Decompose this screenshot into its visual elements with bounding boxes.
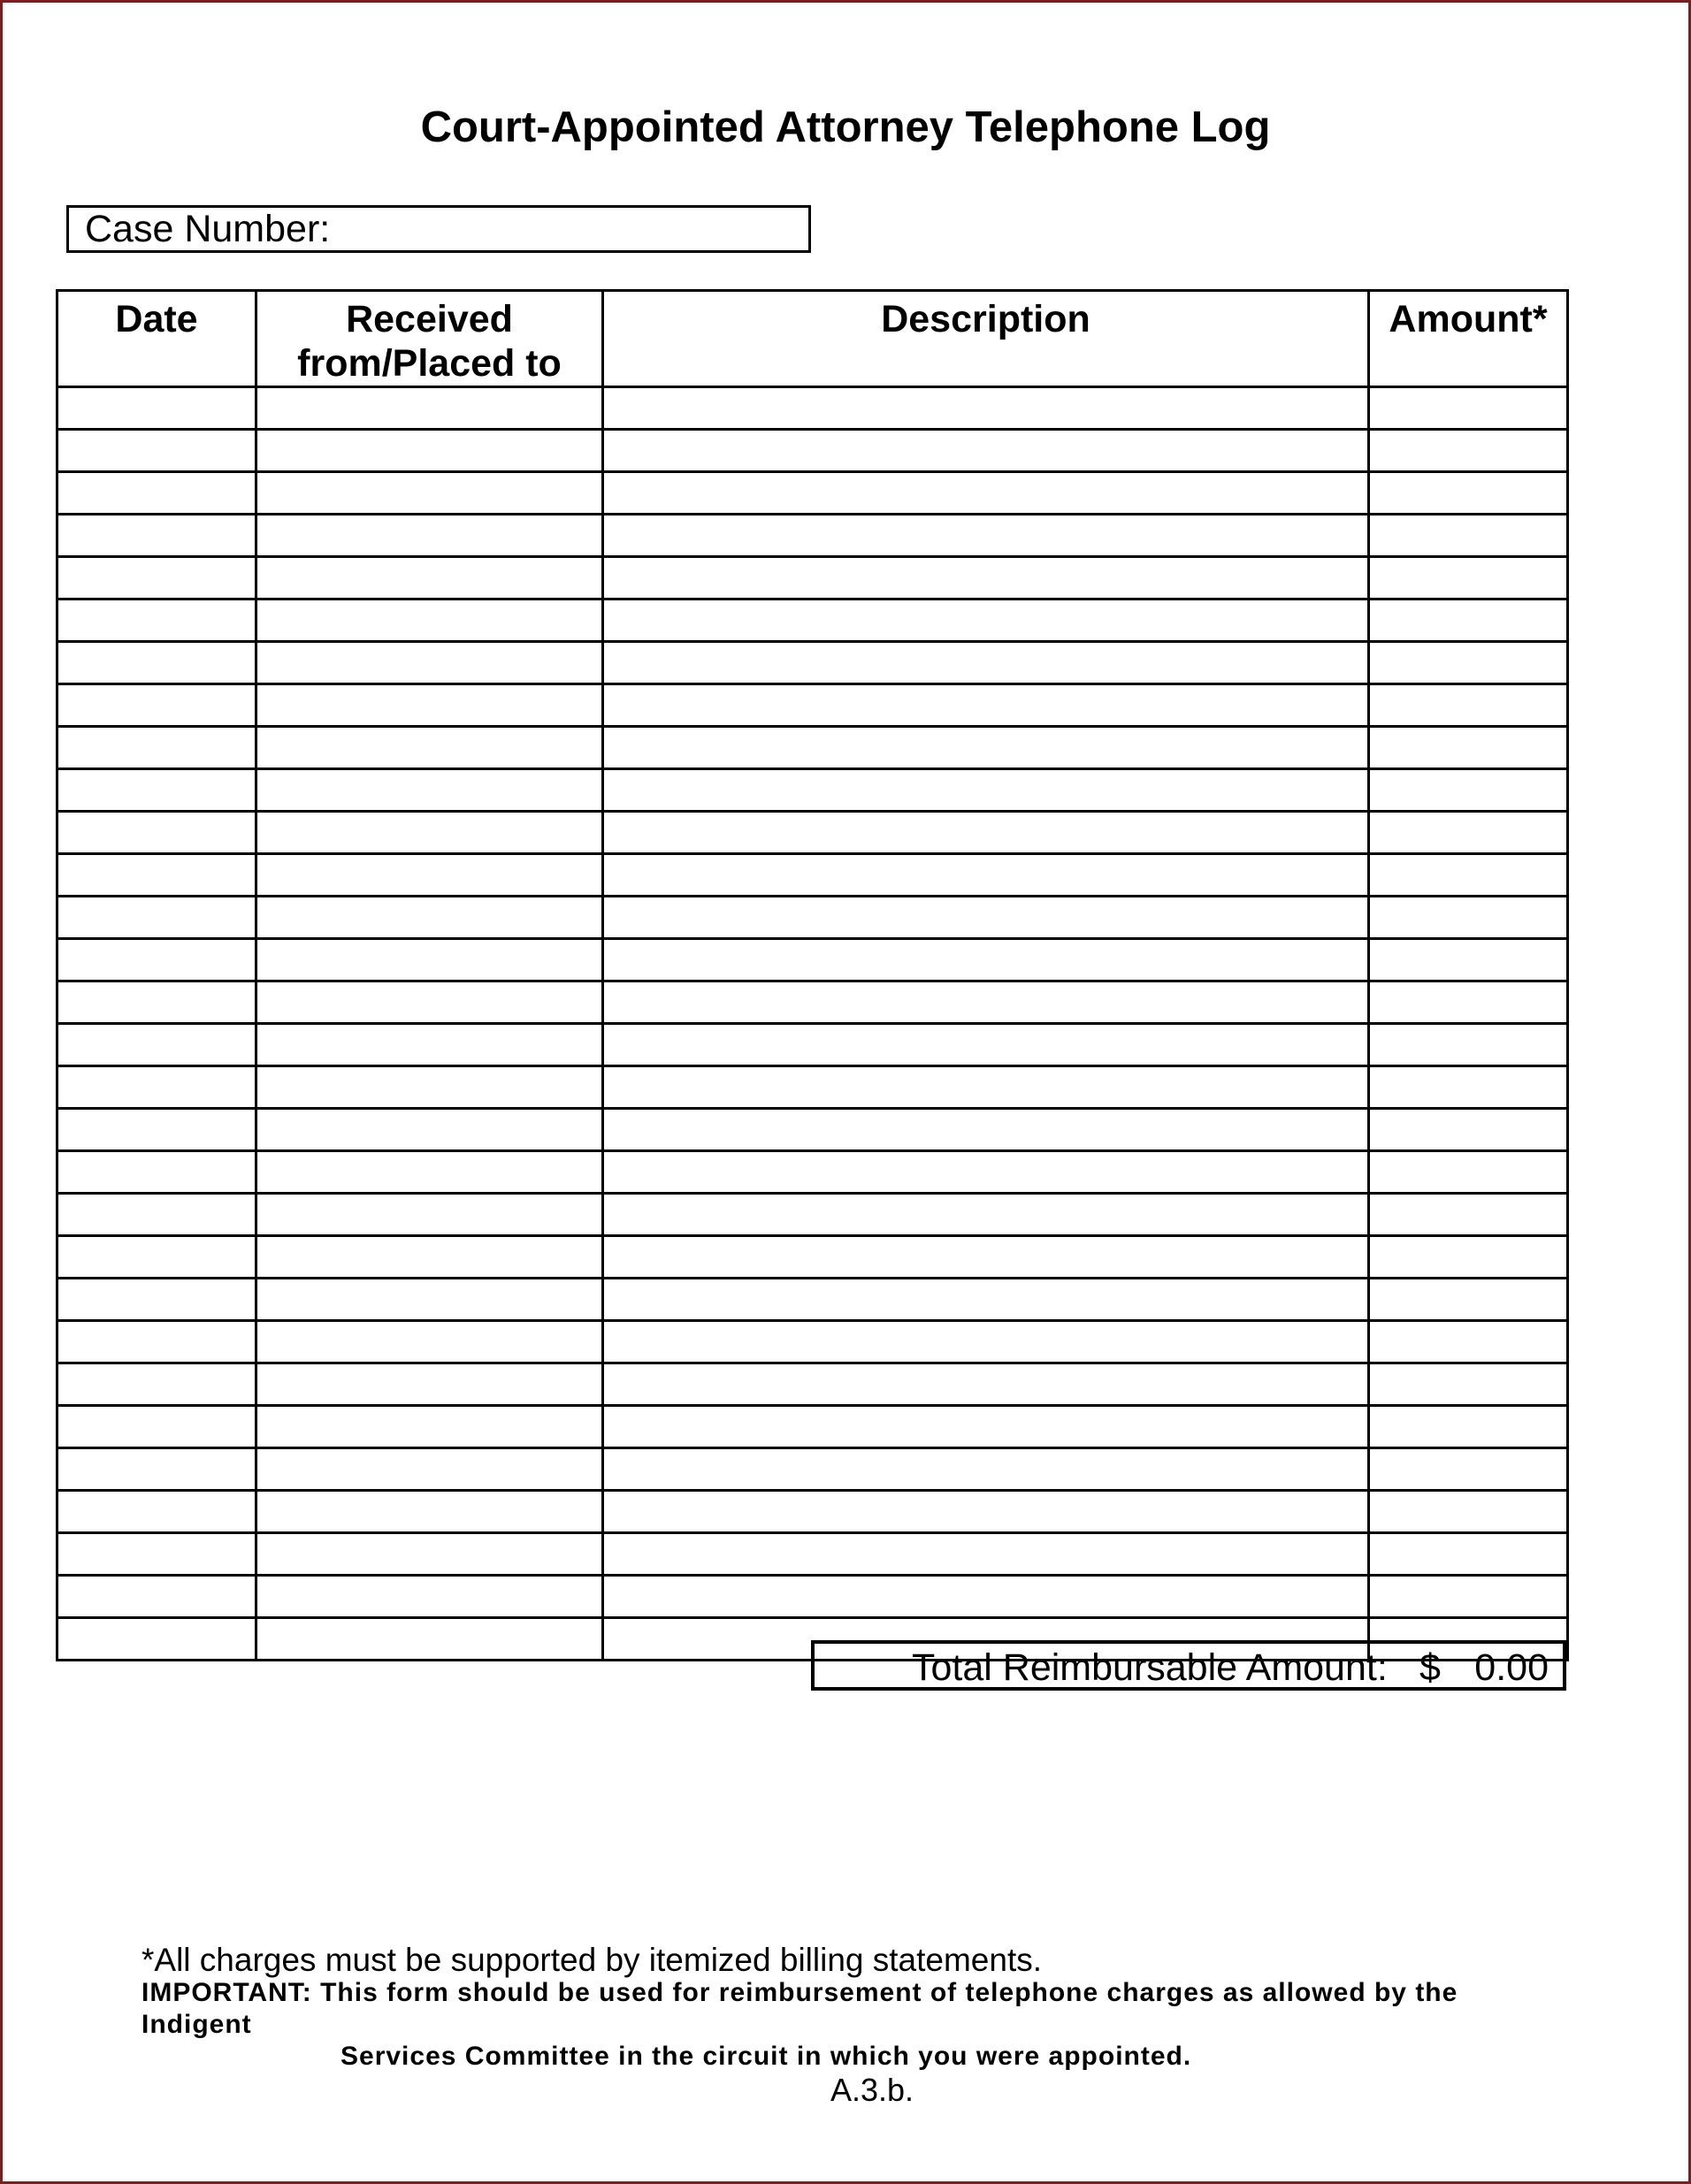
cell-description[interactable] xyxy=(603,472,1369,515)
cell-date[interactable] xyxy=(57,1279,256,1321)
cell-date[interactable] xyxy=(57,1109,256,1151)
column-header-received-line2: from/Placed to xyxy=(297,342,562,385)
cell-amount[interactable] xyxy=(1369,1491,1568,1533)
column-header-date: Date xyxy=(57,291,256,387)
cell-received-placed[interactable] xyxy=(256,769,603,812)
table-row xyxy=(57,1576,1568,1618)
table-row xyxy=(57,1066,1568,1109)
cell-amount[interactable] xyxy=(1369,684,1568,727)
cell-received-placed[interactable] xyxy=(256,812,603,854)
cell-amount[interactable] xyxy=(1369,897,1568,939)
cell-date[interactable] xyxy=(57,642,256,684)
case-number-field[interactable] xyxy=(66,205,811,253)
cell-received-placed[interactable] xyxy=(256,1194,603,1236)
cell-received-placed[interactable] xyxy=(256,981,603,1024)
cell-received-placed[interactable] xyxy=(256,430,603,472)
cell-date[interactable] xyxy=(57,1066,256,1109)
table-row xyxy=(57,1533,1568,1576)
cell-date[interactable] xyxy=(57,1024,256,1066)
cell-description[interactable] xyxy=(603,1533,1369,1576)
cell-description[interactable] xyxy=(603,1151,1369,1194)
cell-received-placed[interactable] xyxy=(256,1533,603,1576)
cell-received-placed[interactable] xyxy=(256,1024,603,1066)
cell-description[interactable] xyxy=(603,812,1369,854)
cell-description[interactable] xyxy=(603,387,1369,430)
cell-received-placed[interactable] xyxy=(256,897,603,939)
cell-received-placed[interactable] xyxy=(256,1576,603,1618)
cell-received-placed[interactable] xyxy=(256,939,603,981)
column-header-received-placed xyxy=(256,291,603,387)
table-row xyxy=(57,599,1568,642)
cell-description[interactable] xyxy=(603,515,1369,557)
cell-date[interactable] xyxy=(57,1151,256,1194)
cell-amount[interactable] xyxy=(1369,642,1568,684)
cell-amount[interactable] xyxy=(1369,1321,1568,1363)
cell-received-placed[interactable] xyxy=(256,1363,603,1406)
cell-amount[interactable] xyxy=(1369,1406,1568,1448)
cell-date[interactable] xyxy=(57,430,256,472)
cell-received-placed[interactable] xyxy=(256,1151,603,1194)
table-row xyxy=(57,854,1568,897)
table-row xyxy=(57,812,1568,854)
cell-amount[interactable] xyxy=(1369,1236,1568,1279)
cell-date[interactable] xyxy=(57,1406,256,1448)
cell-amount[interactable] xyxy=(1369,387,1568,430)
cell-description[interactable] xyxy=(603,642,1369,684)
cell-amount[interactable] xyxy=(1369,472,1568,515)
cell-amount[interactable] xyxy=(1369,727,1568,769)
cell-description[interactable] xyxy=(603,684,1369,727)
cell-date[interactable] xyxy=(57,1618,256,1661)
cell-description[interactable] xyxy=(603,1066,1369,1109)
column-header-received-line1: Received xyxy=(346,298,513,340)
cell-received-placed[interactable] xyxy=(256,684,603,727)
cell-date[interactable] xyxy=(57,812,256,854)
cell-amount[interactable] xyxy=(1369,1279,1568,1321)
cell-description[interactable] xyxy=(603,1491,1369,1533)
cell-received-placed[interactable] xyxy=(256,854,603,897)
cell-description[interactable] xyxy=(603,557,1369,599)
table-row xyxy=(57,1236,1568,1279)
cell-amount[interactable] xyxy=(1369,557,1568,599)
total-label: Total Reimbursable Amount: xyxy=(912,1646,1388,1689)
cell-amount[interactable] xyxy=(1369,981,1568,1024)
table-row xyxy=(57,557,1568,599)
cell-received-placed[interactable] xyxy=(256,1406,603,1448)
cell-description[interactable] xyxy=(603,1576,1369,1618)
total-reimbursable-box xyxy=(811,1640,1566,1691)
cell-amount[interactable] xyxy=(1369,1024,1568,1066)
table-row xyxy=(57,769,1568,812)
cell-amount[interactable] xyxy=(1369,1066,1568,1109)
footnote: *All charges must be supported by itemized billing statements. xyxy=(142,1942,1043,1978)
table-row xyxy=(57,1151,1568,1194)
cell-date[interactable] xyxy=(57,387,256,430)
table-row xyxy=(57,1279,1568,1321)
cell-received-placed[interactable] xyxy=(256,387,603,430)
cell-date[interactable] xyxy=(57,515,256,557)
total-currency-symbol: $ xyxy=(1419,1646,1441,1689)
cell-amount[interactable] xyxy=(1369,1448,1568,1491)
cell-amount[interactable] xyxy=(1369,812,1568,854)
cell-amount[interactable] xyxy=(1369,1194,1568,1236)
form-code: A.3.b. xyxy=(830,2072,914,2108)
telephone-log-table xyxy=(56,289,1569,1661)
table-row xyxy=(57,430,1568,472)
cell-description[interactable] xyxy=(603,727,1369,769)
column-header-amount: Amount* xyxy=(1369,291,1568,387)
important-line-1: IMPORTANT: This form should be used for reimbursement of telephone charges as allowed by the Indigent xyxy=(142,1978,1458,2039)
cell-amount[interactable] xyxy=(1369,854,1568,897)
cell-received-placed[interactable] xyxy=(256,1109,603,1151)
cell-received-placed[interactable] xyxy=(256,599,603,642)
total-amount-value: 0.00 xyxy=(1474,1646,1549,1689)
cell-date[interactable] xyxy=(57,1236,256,1279)
cell-amount[interactable] xyxy=(1369,1109,1568,1151)
cell-amount[interactable] xyxy=(1369,1151,1568,1194)
cell-date[interactable] xyxy=(57,1363,256,1406)
cell-amount[interactable] xyxy=(1369,1576,1568,1618)
cell-description[interactable] xyxy=(603,1024,1369,1066)
cell-received-placed[interactable] xyxy=(256,472,603,515)
cell-description[interactable] xyxy=(603,1321,1369,1363)
cell-date[interactable] xyxy=(57,599,256,642)
table-row xyxy=(57,727,1568,769)
cell-received-placed[interactable] xyxy=(256,515,603,557)
cell-amount[interactable] xyxy=(1369,1363,1568,1406)
table-row xyxy=(57,1491,1568,1533)
cell-received-placed[interactable] xyxy=(256,727,603,769)
table-row xyxy=(57,1406,1568,1448)
cell-description[interactable] xyxy=(603,1236,1369,1279)
cell-description[interactable] xyxy=(603,939,1369,981)
table-row xyxy=(57,387,1568,430)
cell-received-placed[interactable] xyxy=(256,1066,603,1109)
cell-description[interactable] xyxy=(603,1406,1369,1448)
table-row xyxy=(57,897,1568,939)
cell-date[interactable] xyxy=(57,1491,256,1533)
cell-amount[interactable] xyxy=(1369,769,1568,812)
table-row xyxy=(57,1109,1568,1151)
cell-date[interactable] xyxy=(57,1533,256,1576)
cell-date[interactable] xyxy=(57,472,256,515)
cell-description[interactable] xyxy=(603,1109,1369,1151)
cell-amount[interactable] xyxy=(1369,515,1568,557)
cell-amount[interactable] xyxy=(1369,1533,1568,1576)
cell-description[interactable] xyxy=(603,769,1369,812)
cell-received-placed[interactable] xyxy=(256,1491,603,1533)
cell-amount[interactable] xyxy=(1369,939,1568,981)
cell-received-placed[interactable] xyxy=(256,642,603,684)
cell-date[interactable] xyxy=(57,939,256,981)
cell-received-placed[interactable] xyxy=(256,1279,603,1321)
cell-description[interactable] xyxy=(603,599,1369,642)
cell-description[interactable] xyxy=(603,1194,1369,1236)
case-number-label: Case Number: xyxy=(85,208,331,250)
table-body xyxy=(57,387,1568,1661)
cell-description[interactable] xyxy=(603,1279,1369,1321)
cell-date[interactable] xyxy=(57,897,256,939)
cell-description[interactable] xyxy=(603,854,1369,897)
table-row xyxy=(57,981,1568,1024)
cell-description[interactable] xyxy=(603,430,1369,472)
cell-description[interactable] xyxy=(603,897,1369,939)
cell-date[interactable] xyxy=(57,557,256,599)
table-row xyxy=(57,939,1568,981)
table-row xyxy=(57,1194,1568,1236)
cell-date[interactable] xyxy=(57,854,256,897)
table-header-row xyxy=(57,291,1568,387)
table-row xyxy=(57,1448,1568,1491)
cell-received-placed[interactable] xyxy=(256,1321,603,1363)
cell-description[interactable] xyxy=(603,1363,1369,1406)
important-notice xyxy=(142,1977,1557,2073)
cell-date[interactable] xyxy=(57,1194,256,1236)
cell-received-placed[interactable] xyxy=(256,1236,603,1279)
column-header-description: Description xyxy=(603,291,1369,387)
cell-date[interactable] xyxy=(57,1321,256,1363)
table-row xyxy=(57,684,1568,727)
page-title: Court-Appointed Attorney Telephone Log xyxy=(420,103,1271,151)
cell-amount[interactable] xyxy=(1369,430,1568,472)
cell-received-placed[interactable] xyxy=(256,1448,603,1491)
cell-received-placed[interactable] xyxy=(256,557,603,599)
table-row xyxy=(57,1321,1568,1363)
cell-date[interactable] xyxy=(57,1448,256,1491)
cell-date[interactable] xyxy=(57,1576,256,1618)
table-row xyxy=(57,642,1568,684)
cell-date[interactable] xyxy=(57,727,256,769)
cell-date[interactable] xyxy=(57,769,256,812)
table-row xyxy=(57,1024,1568,1066)
table-row xyxy=(57,515,1568,557)
cell-description[interactable] xyxy=(603,981,1369,1024)
important-line-2: Services Committee in the circuit in which you were appointed. xyxy=(340,2042,1192,2071)
table-row xyxy=(57,472,1568,515)
cell-date[interactable] xyxy=(57,684,256,727)
table-row xyxy=(57,1363,1568,1406)
cell-received-placed[interactable] xyxy=(256,1618,603,1661)
cell-description[interactable] xyxy=(603,1448,1369,1491)
cell-date[interactable] xyxy=(57,981,256,1024)
cell-amount[interactable] xyxy=(1369,599,1568,642)
